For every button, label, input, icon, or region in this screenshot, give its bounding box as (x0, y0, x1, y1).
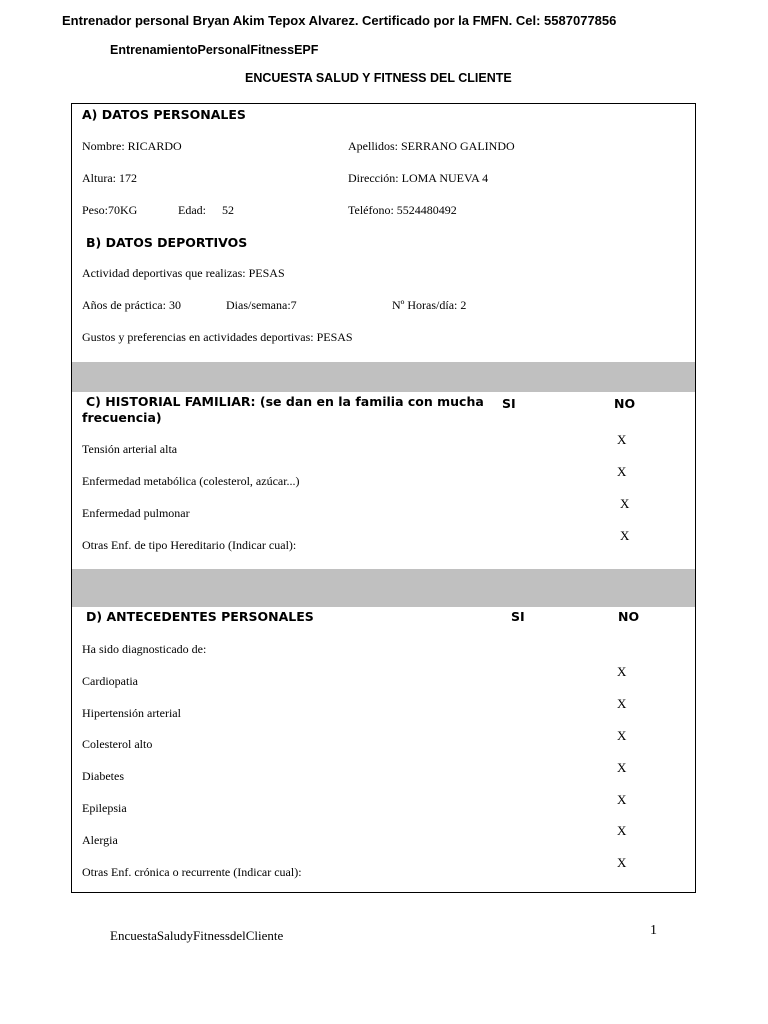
personal-row-no-mark: X (617, 760, 627, 775)
family-row-label: Enfermedad metabólica (colesterol, azúcar...) (82, 474, 300, 488)
field-direccion: Dirección: LOMA NUEVA 4 (348, 171, 489, 185)
section-d-title: D) ANTECEDENTES PERSONALES (86, 609, 314, 624)
personal-row-no-mark: X (617, 855, 627, 870)
section-b-title: B) DATOS DEPORTIVOS (86, 235, 248, 250)
personal-row-no-mark: X (617, 696, 627, 711)
page-number: 1 (650, 923, 657, 938)
separator-band-1 (72, 362, 695, 392)
field-altura: Altura: 172 (82, 171, 137, 185)
personal-row-no-mark: X (617, 792, 627, 807)
personal-row-label: Cardiopatia (82, 674, 138, 688)
footer-document-name: EncuestaSaludyFitnessdelCliente (110, 928, 284, 943)
family-row-no-mark: X (620, 496, 630, 511)
personal-row-no-mark: X (617, 664, 627, 679)
field-edad-value: 52 (222, 203, 234, 217)
personal-row-label: Colesterol alto (82, 737, 153, 751)
section-a-title: A) DATOS PERSONALES (82, 107, 246, 122)
personal-row-label: Otras Enf. crónica o recurrente (Indicar cual): (82, 865, 302, 879)
field-gustos: Gustos y preferencias en actividades deportivas: PESAS (82, 330, 353, 344)
personal-row-label: Alergia (82, 833, 118, 847)
section-c-col-no: NO (614, 396, 636, 411)
survey-form (71, 103, 696, 893)
family-row-no-mark: X (620, 528, 630, 543)
brand-name: EntrenamientoPersonalFitnessEPF (110, 43, 319, 57)
section-d-col-si: SI (511, 609, 525, 624)
field-apellidos: Apellidos: SERRANO GALINDO (348, 139, 515, 153)
field-telefono: Teléfono: 5524480492 (348, 203, 457, 217)
field-dias-semana: Dias/semana:7 (226, 298, 297, 312)
field-edad-label: Edad: (178, 203, 206, 217)
family-row-label: Otras Enf. de tipo Hereditario (Indicar cual): (82, 538, 297, 552)
section-c-col-si: SI (502, 396, 516, 411)
document-title: ENCUESTA SALUD Y FITNESS DEL CLIENTE (245, 71, 512, 85)
personal-row-label: Epilepsia (82, 801, 127, 815)
section-d-col-no: NO (618, 609, 640, 624)
field-actividad: Actividad deportivas que realizas: PESAS (82, 266, 285, 280)
field-nombre: Nombre: RICARDO (82, 139, 182, 153)
personal-row-label: Hipertensión arterial (82, 706, 181, 720)
field-anios-practica: Años de práctica: 30 (82, 298, 181, 312)
family-row-no-mark: X (617, 464, 627, 479)
personal-row-no-mark: X (617, 728, 627, 743)
family-row-no-mark: X (617, 432, 627, 447)
field-peso: Peso:70KG (82, 203, 138, 217)
separator-band-2 (72, 569, 695, 607)
personal-row-label: Diabetes (82, 769, 124, 783)
personal-row-no-mark: X (617, 823, 627, 838)
section-c-title: C) HISTORIAL FAMILIAR: (se dan en la familia con mucha (86, 394, 484, 409)
trainer-info: Entrenador personal Bryan Akim Tepox Alvarez. Certificado por la FMFN. Cel: 5587077856 (62, 13, 617, 28)
section-c-title-cont: frecuencia) (82, 410, 162, 425)
field-horas-dia: Nº Horas/día: 2 (392, 298, 467, 312)
family-row-label: Enfermedad pulmonar (82, 506, 190, 520)
family-row-label: Tensión arterial alta (82, 442, 178, 456)
diagnosis-intro: Ha sido diagnosticado de: (82, 642, 207, 656)
